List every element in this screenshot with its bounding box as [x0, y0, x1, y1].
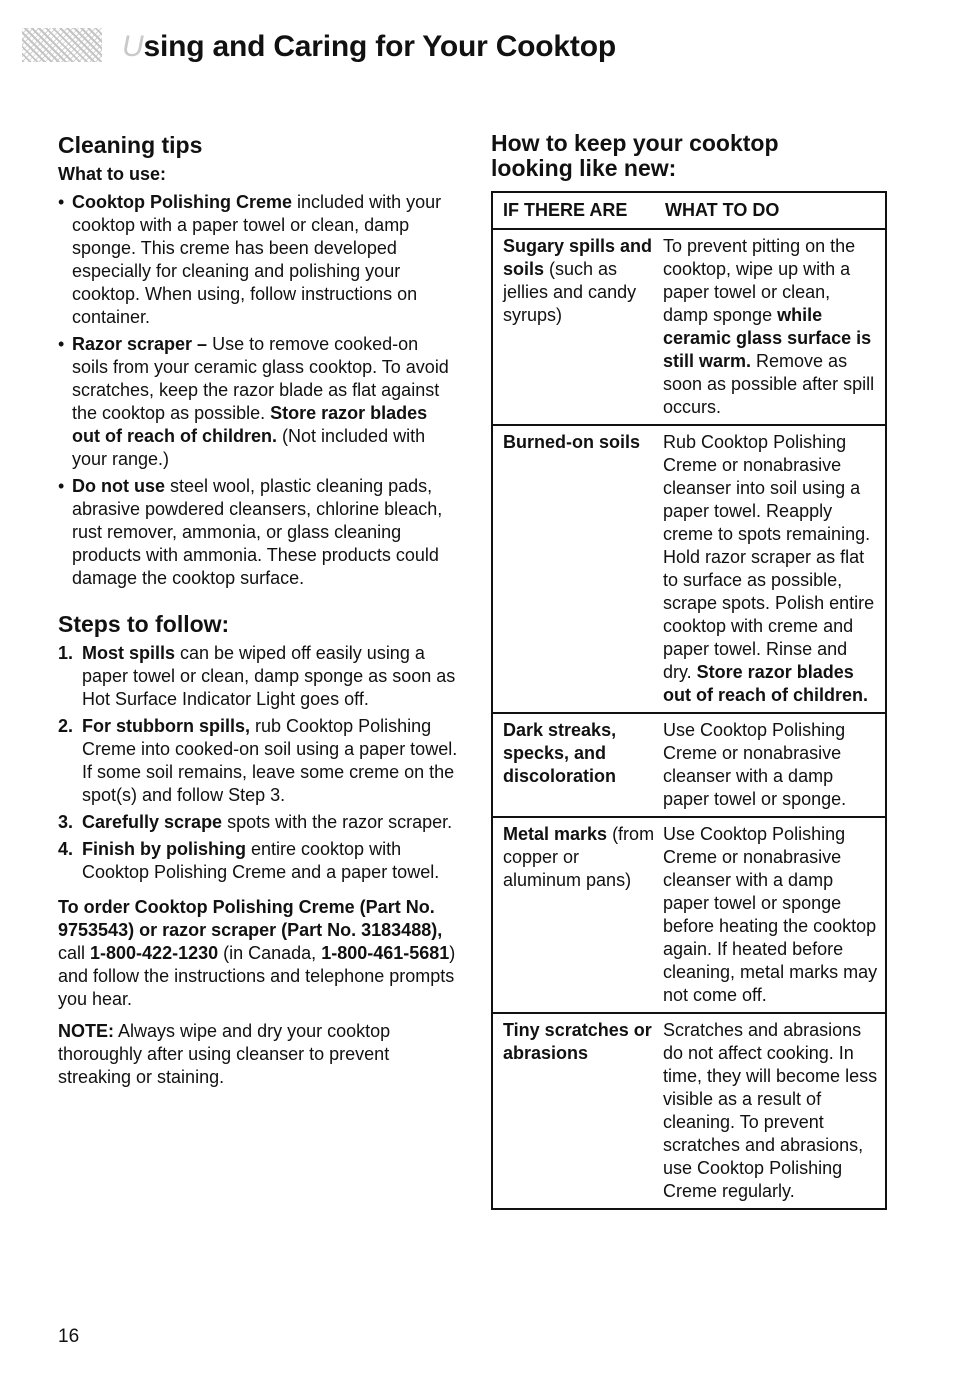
table-row — [492, 229, 886, 425]
keep-new-heading-line2: looking like new: — [491, 155, 677, 181]
action-text: Use Cooktop Polishing Creme or nonabrasive cleanser with a damp paper towel or sponge before heating the cooktop again. If heated before cleaning, metal marks may not come off. — [663, 824, 878, 1005]
step-bold: Finish by polishing — [82, 839, 246, 859]
what-to-use-heading: What to use: — [58, 164, 166, 184]
step-number: 2. — [58, 716, 74, 736]
table-cell-condition — [492, 713, 655, 817]
table-cell-condition — [492, 817, 655, 1013]
table-cell-action — [655, 425, 886, 713]
step-text: can be wiped off easily using a paper towel or clean, damp sponge as soon as Hot Surface Indicator Light goes off. — [82, 643, 456, 709]
table-row — [492, 1013, 886, 1209]
table-cell-condition — [492, 229, 655, 425]
bullet-item — [58, 475, 458, 590]
action-text: Rub Cooktop Polishing Creme or nonabrasive cleanser into soil using a paper towel. Reapply creme to spots remaining. Hold razor scraper as flat to surface as possible, scrape spots. Polish entire cooktop with creme and paper towel. Rinse and dry. — [663, 432, 875, 682]
note-label: NOTE: — [58, 1021, 114, 1041]
page-title — [122, 30, 616, 64]
table-header-row — [492, 192, 886, 229]
bullet-text-2: (Not included with your range.) — [72, 426, 426, 469]
step-item — [58, 642, 458, 711]
steps-heading: Steps to follow: — [58, 611, 230, 637]
action-text: Scratches and abrasions do not affect cooking. In time, they will become less visible as a result of cleaning. To prevent scratches and abrasions, use Cooktop Polishing Creme regularly. — [663, 1020, 878, 1201]
table-row — [492, 425, 886, 713]
table-cell-condition — [492, 425, 655, 713]
step-text: entire cooktop with Cooktop Polishing Creme and a paper towel. — [82, 839, 440, 882]
step-text: rub Cooktop Polishing Creme into cooked-on soil using a paper towel. If some soil remains, leave some creme on the spot(s) and follow Step 3. — [82, 716, 458, 805]
action-text: To prevent pitting on the cooktop, wipe up with a paper towel or clean, damp sponge — [663, 236, 856, 325]
step-bold: Most spills — [82, 643, 176, 663]
bullet-warning: Store razor blades out of reach of children. — [72, 403, 428, 446]
step-item — [58, 715, 458, 807]
step-number: 4. — [58, 839, 74, 859]
bullet-text: Use to remove cooked-on soils from your ceramic glass cooktop. To avoid scratches, keep the razor blade as flat against the cooktop as possible. — [72, 334, 449, 423]
cleaning-guide-table — [491, 191, 887, 1210]
bullet-dot: • — [58, 334, 65, 354]
bullet-dot: • — [58, 476, 65, 496]
order-bold: To order Cooktop Polishing Creme (Part No. 9753543) or razor scraper (Part No. 3183488), — [58, 897, 443, 940]
condition-text: (from copper or aluminum pans) — [503, 824, 655, 890]
bullet-bold: Cooktop Polishing Creme — [72, 192, 293, 212]
title-text: sing and Caring for Your Cooktop — [143, 30, 616, 63]
condition-bold: Burned-on soils — [503, 432, 641, 452]
bullet-bold: Razor scraper – — [72, 334, 208, 354]
condition-bold: Dark streaks, specks, and discoloration — [503, 720, 617, 786]
step-text: spots with the razor scraper. — [222, 812, 453, 832]
order-text: call — [58, 943, 91, 963]
step-item — [58, 838, 458, 884]
condition-bold: Metal marks — [503, 824, 608, 844]
bullet-text: included with your cooktop with a paper towel or clean, damp sponge. This creme has been developed especially for cleaning and polishing your cooktop. When using, follow instructions on container. — [72, 192, 442, 327]
action-bold: while ceramic glass surface is still warm. — [663, 305, 872, 371]
condition-bold: Sugary spills and soils — [503, 236, 653, 279]
step-item — [58, 811, 458, 834]
keep-new-heading — [491, 131, 887, 181]
bullet-dot: • — [58, 192, 65, 212]
bullet-item — [58, 191, 458, 329]
table-row — [492, 817, 886, 1013]
action-text: Use Cooktop Polishing Creme or nonabrasive cleanser with a damp paper towel or sponge. — [663, 720, 847, 809]
order-text: ) and follow the instructions and telephone prompts you hear. — [58, 943, 456, 1009]
title-drop-initial: U — [122, 30, 144, 63]
step-number: 1. — [58, 643, 74, 663]
right-column — [491, 131, 887, 1210]
step-bold: For stubborn spills, — [82, 716, 251, 736]
bullet-text: steel wool, plastic cleaning pads, abrasive powdered cleansers, chlorine bleach, rust remover, ammonia, or glass cleaning products with ammonia. These products could damage the cooktop surface. — [72, 476, 443, 588]
order-paragraph — [58, 896, 458, 1011]
condition-bold: Tiny scratches or abrasions — [503, 1020, 652, 1063]
bullet-item — [58, 333, 458, 471]
action-bold: Store razor blades out of reach of children. — [663, 662, 869, 705]
note-text: Always wipe and dry your cooktop thoroughly after using cleanser to prevent streaking or staining. — [58, 1021, 391, 1087]
step-number: 3. — [58, 812, 74, 832]
order-text: (in Canada, — [218, 943, 322, 963]
table-cell-action — [655, 1013, 886, 1209]
step-bold: Carefully scrape — [82, 812, 223, 832]
note-paragraph — [58, 1020, 458, 1089]
header-decorative-pattern — [22, 28, 102, 62]
keep-new-heading-line1: How to keep your cooktop — [491, 130, 779, 156]
condition-text: (such as jellies and candy syrups) — [503, 259, 637, 325]
left-column — [58, 131, 458, 1089]
table-cell-condition — [492, 1013, 655, 1209]
table-cell-action — [655, 817, 886, 1013]
page-number: 16 — [58, 1326, 80, 1347]
canada-phone: 1-800-461-5681 — [321, 943, 450, 963]
table-row — [492, 713, 886, 817]
table-cell-action — [655, 713, 886, 817]
us-phone: 1-800-422-1230 — [90, 943, 219, 963]
cleaning-tips-heading: Cleaning tips — [58, 132, 203, 158]
bullet-bold: Do not use — [72, 476, 165, 496]
table-cell-action — [655, 229, 886, 425]
column-header-if-there-are: IF THERE ARE — [492, 192, 655, 229]
action-text-2: Remove as soon as possible after spill occurs. — [663, 351, 875, 417]
column-header-what-to-do: WHAT TO DO — [655, 192, 886, 229]
